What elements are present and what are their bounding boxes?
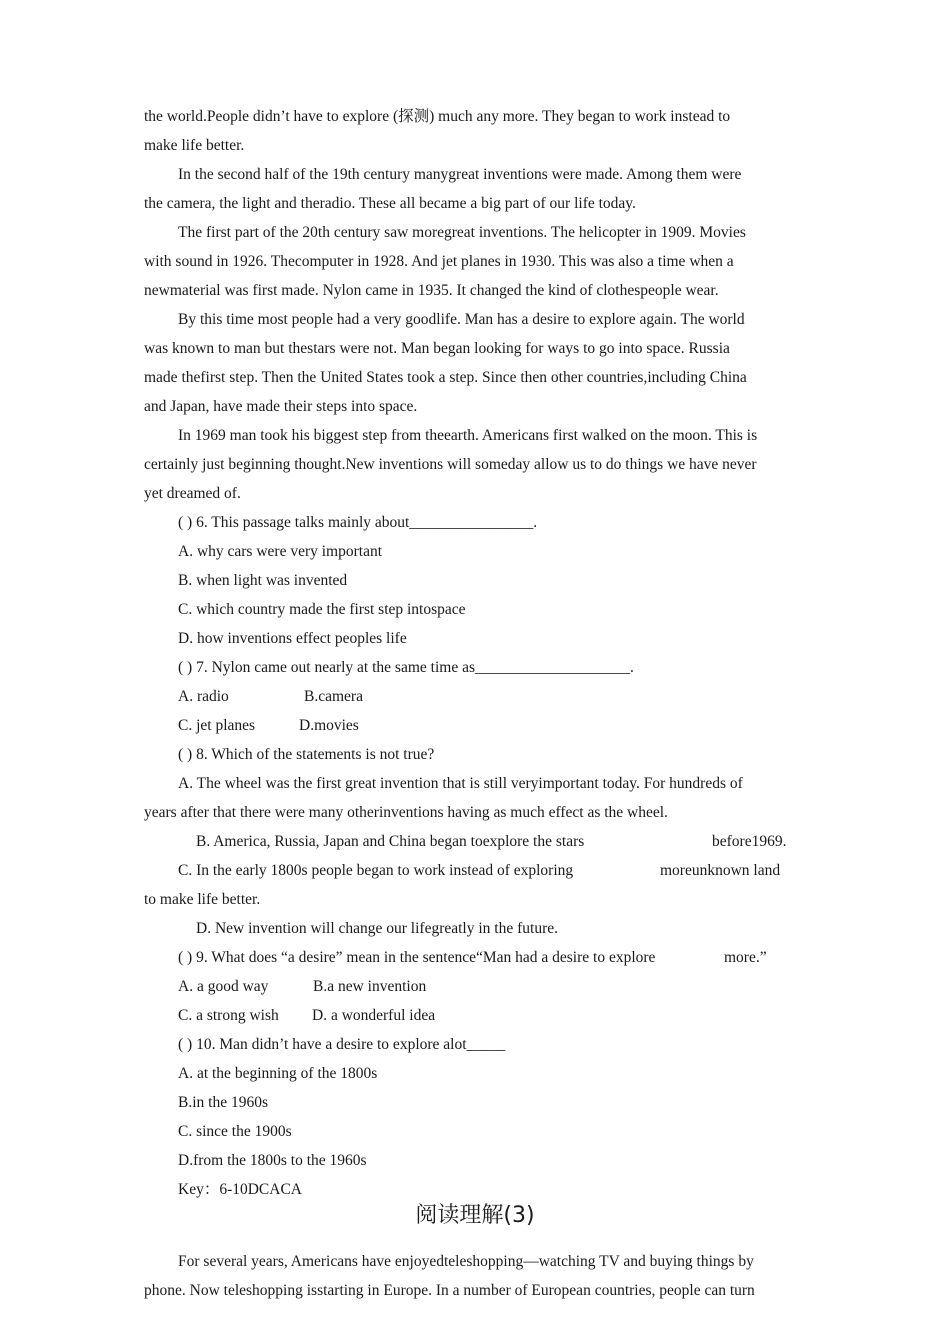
paragraph-line: made thefirst step. Then the United States took a step. Since then other countries,including China [144, 369, 747, 386]
paragraph-line: the camera, the light and theradio. These all became a big part of our life today. [144, 195, 636, 212]
paragraph-line: make life better. [144, 137, 245, 154]
paragraph-line: yet dreamed of. [144, 485, 241, 502]
question-10-option-a: A. at the beginning of the 1800s [178, 1065, 378, 1082]
question-10-option-d: D.from the 1800s to the 1960s [178, 1152, 367, 1169]
paragraph-line: the world.People didn’t have to explore (探测) much any more. They began to work instead to [144, 108, 731, 125]
question-9-option-c: C. a strong wish [178, 1007, 279, 1024]
question-8-option-c-line2: to make life better. [144, 891, 261, 908]
question-7-stem: ( ) 7. Nylon came out nearly at the same time as____________________. [178, 659, 634, 676]
question-8-option-a: A. The wheel was the first great invention that is still veryimportant today. For hundreds of [178, 775, 743, 792]
paragraph-line: For several years, Americans have enjoyedteleshopping—watching TV and buying things by [178, 1253, 754, 1270]
question-10-option-c: C. since the 1900s [178, 1123, 292, 1140]
question-6-option-d: D. how inventions effect peoples life [178, 630, 407, 647]
question-9-stem: ( ) 9. What does “a desire” mean in the sentence“Man had a desire to explore [178, 949, 656, 966]
paragraph-line: phone. Now teleshopping isstarting in Europe. In a number of European countries, people can turn [144, 1282, 755, 1299]
question-7-option-c: C. jet planes [178, 717, 256, 734]
question-8-option-a-line2: years after that there were many otherinventions having as much effect as the wheel. [144, 804, 668, 821]
question-9-option-a: A. a good way [178, 978, 269, 995]
question-6-option-a: A. why cars were very important [178, 543, 383, 560]
paragraph-line: By this time most people had a very goodlife. Man has a desire to explore again. The world [178, 311, 745, 328]
question-8-option-d: D. New invention will change our lifegreatly in the future. [196, 920, 558, 937]
question-7-option-d: D.movies [299, 717, 359, 734]
answer-key: Key：6-10DCACA [178, 1181, 302, 1198]
question-7-option-a: A. radio [178, 688, 229, 705]
question-9-option-d: D. a wonderful idea [312, 1007, 436, 1024]
paragraph-line: The first part of the 20th century saw moregreat inventions. The helicopter in 1909. Movies [178, 224, 746, 241]
question-9-option-b: B.a new invention [313, 978, 427, 995]
paragraph-line: and Japan, have made their steps into space. [144, 398, 418, 415]
question-7-option-b: B.camera [304, 688, 363, 705]
question-6-stem: ( ) 6. This passage talks mainly about________________. [178, 514, 538, 531]
section-title: 阅读理解(3) [415, 1203, 535, 1228]
question-8-option-c-tail: moreunknown land [660, 862, 781, 879]
paragraph-line: In the second half of the 19th century manygreat inventions were made. Among them were [178, 166, 742, 183]
paragraph-line: In 1969 man took his biggest step from theearth. Americans first walked on the moon. This is [178, 427, 758, 444]
question-8-option-c: C. In the early 1800s people began to work instead of exploring [178, 862, 574, 879]
question-10-stem: ( ) 10. Man didn’t have a desire to explore alot_____ [178, 1036, 506, 1053]
question-6-option-c: C. which country made the first step intospace [178, 601, 466, 618]
question-9-stem-tail: more.” [724, 949, 767, 966]
paragraph-line: newmaterial was first made. Nylon came in 1935. It changed the kind of clothespeople wear. [144, 282, 719, 299]
question-6-option-b: B. when light was invented [178, 572, 348, 589]
question-8-option-b: B. America, Russia, Japan and China began toexplore the stars [196, 833, 585, 850]
question-10-option-b: B.in the 1960s [178, 1094, 268, 1111]
question-8-stem: ( ) 8. Which of the statements is not true? [178, 746, 435, 763]
paragraph-line: was known to man but thestars were not. Man began looking for ways to go into space. Russia [144, 340, 730, 357]
paragraph-line: certainly just beginning thought.New inventions will someday allow us to do things we have never [144, 456, 757, 473]
question-8-option-b-tail: before1969. [712, 833, 787, 850]
paragraph-line: with sound in 1926. Thecomputer in 1928. And jet planes in 1930. This was also a time when a [144, 253, 734, 270]
